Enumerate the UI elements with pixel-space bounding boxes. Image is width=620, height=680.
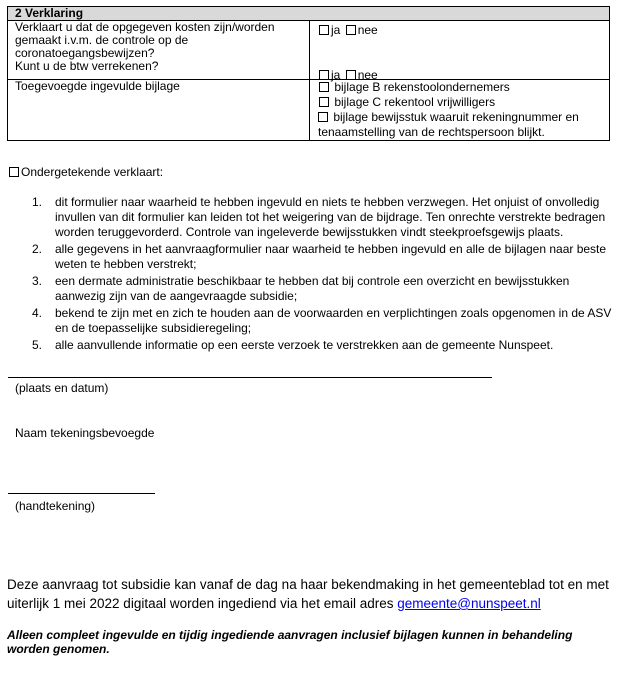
list-item xyxy=(0,306,615,336)
costs-yes-checkbox[interactable] xyxy=(319,25,329,35)
declaration-table xyxy=(7,6,610,141)
section-header: 2 Verklaring xyxy=(8,7,610,21)
submission-text: Deze aanvraag tot subsidie kan vanaf de dag na haar bekendmaking in het gemeenteblad tot en met uiterlijk 1 mei 2022 digitaal worden ingediend via het email adres xyxy=(7,577,609,611)
attachment-label: bijlage bewijsstuk waaruit rekeningnummer en tenaamstelling van de rechtspersoon blijkt. xyxy=(318,110,579,139)
completeness-note: Alleen compleet ingevulde en tijdig ingediende aanvragen inclusief bijlagen kunnen in behandeling worden genomen. xyxy=(7,628,573,656)
submission-info xyxy=(7,575,612,613)
question-line: Verklaart u dat de opgegeven kosten zijn/worden xyxy=(15,20,275,34)
place-date-line[interactable] xyxy=(8,377,492,378)
list-item xyxy=(0,338,615,353)
email-link[interactable]: gemeente@nunspeet.nl xyxy=(397,596,541,611)
declaration-checkbox[interactable] xyxy=(9,167,19,177)
list-item xyxy=(0,274,615,304)
list-item xyxy=(0,242,615,272)
attachments-cell xyxy=(310,80,610,141)
attachments-label-cell xyxy=(8,80,310,141)
attachment-b-checkbox[interactable] xyxy=(319,82,329,92)
attachment-label: bijlage B rekenstoolondernemers xyxy=(334,80,510,94)
place-date-label: (plaats en datum) xyxy=(15,381,109,395)
declaration-intro-text: Ondergetekende verklaart: xyxy=(21,165,164,179)
attachments-label: Toegevoegde ingevulde bijlage xyxy=(15,79,180,93)
list-item xyxy=(0,195,615,240)
attachment-proof-checkbox[interactable] xyxy=(318,112,328,122)
costs-no-checkbox[interactable] xyxy=(346,25,356,35)
costs-answer-row xyxy=(319,24,609,37)
item-text: dit formulier naar waarheid te hebben ingevuld en niets te hebben verzwegen. Het onjuist of onvolledig invullen van dit formulier kan leiden tot het weigering van de bijdrage. Ten onrechte verstrekte bedragen worden teruggevorderd. Controle van ingeleverde bewijsstukken vindt steekproefsgewijs plaats. xyxy=(55,195,606,239)
attachment-row xyxy=(319,80,609,95)
item-text: alle gegevens in het aanvraagformulier naar waarheid te hebben ingevuld en alle de bijlagen naar beste weten te hebben verstrekt; xyxy=(55,242,607,271)
question-line: coronatoegangsbewijzen? xyxy=(15,46,155,60)
no-label: nee xyxy=(357,23,378,37)
signature-label: (handtekening) xyxy=(15,499,96,513)
item-number: 5. xyxy=(32,338,43,352)
item-text: bekend te zijn met en zich te houden aan de voorwaarden en verplichtingen zoals opgenomen in de ASV en de toepasselijke subsidieregeling; xyxy=(55,306,612,335)
vat-no-checkbox[interactable] xyxy=(346,70,356,80)
question-cell xyxy=(8,21,310,80)
declaration-intro xyxy=(9,165,163,180)
question-line: Kunt u de btw verrekenen? xyxy=(15,59,159,73)
attachment-row xyxy=(318,110,609,140)
item-number: 2. xyxy=(32,242,43,256)
item-number: 3. xyxy=(32,274,43,288)
answer-cell xyxy=(310,21,610,80)
vat-answer-row xyxy=(319,69,378,82)
attachment-c-checkbox[interactable] xyxy=(319,97,329,107)
item-number: 4. xyxy=(32,306,43,320)
item-text: alle aanvullende informatie op een eerste verzoek te verstrekken aan de gemeente Nunspeet. xyxy=(55,338,554,352)
attachment-label: bijlage C rekentool vrijwilligers xyxy=(334,95,496,109)
item-number: 1. xyxy=(32,195,43,209)
question-line: gemaakt i.v.m. de controle op de xyxy=(15,33,189,47)
vat-yes-checkbox[interactable] xyxy=(319,70,329,80)
item-text: een dermate administratie beschikbaar te hebben dat bij controle een overzicht en bewijsstukken aanwezig zijn van de aangevraagde subsidie; xyxy=(55,274,570,303)
yes-label: ja xyxy=(331,68,341,82)
yes-label: ja xyxy=(331,23,341,37)
declaration-list xyxy=(0,195,615,355)
authorized-name-label: Naam tekeningsbevoegde xyxy=(15,426,155,440)
no-label: nee xyxy=(357,68,378,82)
attachment-row xyxy=(319,95,609,110)
signature-line[interactable] xyxy=(8,493,155,494)
